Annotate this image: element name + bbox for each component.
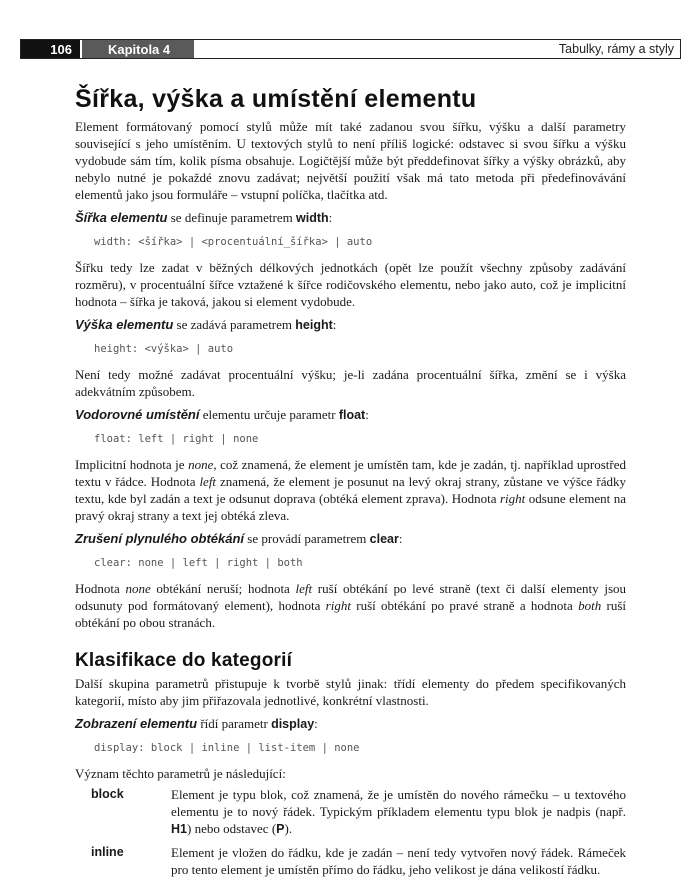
keyword-display: display (271, 717, 315, 731)
term-float: Vodorovné umístění (75, 407, 200, 422)
classification-intro: Další skupina parametrů přistupuje k tvorbě stylů jinak: třídí elementy do předem specifikovaných kategorií, místo aby jim přiřazovala jednotlivé, konkrétní vlastnosti. (75, 676, 626, 708)
display-definition: Zobrazení elementu řídí parametr display: (75, 716, 318, 731)
width-definition: Šířka elementu se definuje parametrem width: (75, 210, 333, 225)
clear-definition: Zrušení plynulého obtékání se provádí parametrem clear: (75, 531, 403, 546)
float-definition: Vodorovné umístění elementu určuje parametr float: (75, 407, 369, 422)
code-height: height: <výška> | auto (94, 343, 234, 355)
width-description: Šířku tedy lze zadat v běžných délkových jednotkách (opět lze použít všechny způsoby zadávání rozměru), v procentuální šířce vztažené k šířce rodičovského elementu, nebo jako auto, což je implicitní hodnota – šířka je taková, jakou si element vydobude. (75, 260, 626, 309)
code-float: float: left | right | none (94, 433, 259, 445)
page-body (75, 84, 626, 884)
definition-list (75, 786, 626, 884)
def-desc-inline: Element je vložen do řádku, kde je zadán – není tedy vytvořen nový řádek. Rámeček pro tento element je umístěn přímo do řádku, jeho velikost je dána velikostí řádku. (171, 845, 626, 877)
section-heading-classification: Klasifikace do kategorií (75, 650, 293, 671)
section-heading-size-position: Šířka, výška a umístění elementu (75, 85, 477, 113)
running-section-title: Tabulky, rámy a styly (558, 42, 674, 56)
def-term-inline: inline (91, 845, 124, 859)
term-width: Šířka elementu (75, 210, 168, 225)
clear-description: Hodnota none obtékání neruší; hodnota left ruší obtékání po levé straně (text či další elementy jsou odsunuty pod formátovaný element), hodnota right ruší obtékání po pravé straně a hodnota both ruší obtékání po obou stranách. (75, 581, 627, 630)
height-description: Není tedy možné zadávat procentuální výšku; je-li zadána procentuální šířka, změní se i výška adekvátním způsobem. (75, 367, 626, 399)
meaning-line: Význam těchto parametrů je následující: (75, 766, 286, 781)
keyword-clear: clear (369, 532, 399, 546)
running-header (20, 39, 681, 59)
keyword-height: height (295, 318, 333, 332)
keyword-float: float (338, 408, 366, 422)
term-clear: Zrušení plynulého obtékání (75, 531, 245, 546)
code-width: width: <šířka> | <procentuální_šířka> | auto (94, 236, 373, 248)
page-number: 106 (21, 40, 80, 58)
term-height: Výška elementu (75, 317, 174, 332)
def-term-block: block (91, 787, 124, 801)
def-desc-block: Element je typu blok, což znamená, že je umístěn do nového rámečku – u textového elementu je to nový řádek. Typickým příkladem elementu typu blok je nadpis (např. H1) nebo odstavec (P). (171, 787, 626, 836)
code-clear: clear: none | left | right | both (94, 557, 303, 569)
term-display: Zobrazení elementu (75, 716, 198, 731)
intro-paragraph: Element formátovaný pomocí stylů může mít také zadanou svou šířku, výšku a další parametry související s jeho umístěním. U textových stylů to není příliš logické: odstavec si svou šířku a výšku vydobude sám tím, kolik písma obsahuje. Logičtější může být předdefinovat šířky a výšky obrázků, aby nebylo nutné je pokaždé znovu zadávat; největší použití však má tato metoda při předefinovávání elementů jako jsou formuláře – vstupní políčka, tlačítka atd. (75, 119, 626, 202)
code-display: display: block | inline | list-item | none (94, 742, 360, 754)
float-description: Implicitní hodnota je none, což znamená, že element je umístěn tam, kde je zadán, tj. například uprostřed textu v řádce. Hodnota left znamená, že element je posunut na levý okraj strany, zůstane ve výšce řádky textu, kde byl zadán a text je odsunut doprava (obtéká element zprava). Hodnota right odsune element na pravý okraj strany a text jej obtéká zleva. (75, 457, 626, 523)
keyword-width: width (296, 211, 329, 225)
chapter-label: Kapitola 4 (80, 40, 194, 58)
height-definition: Výška elementu se zadává parametrem height: (75, 317, 337, 332)
